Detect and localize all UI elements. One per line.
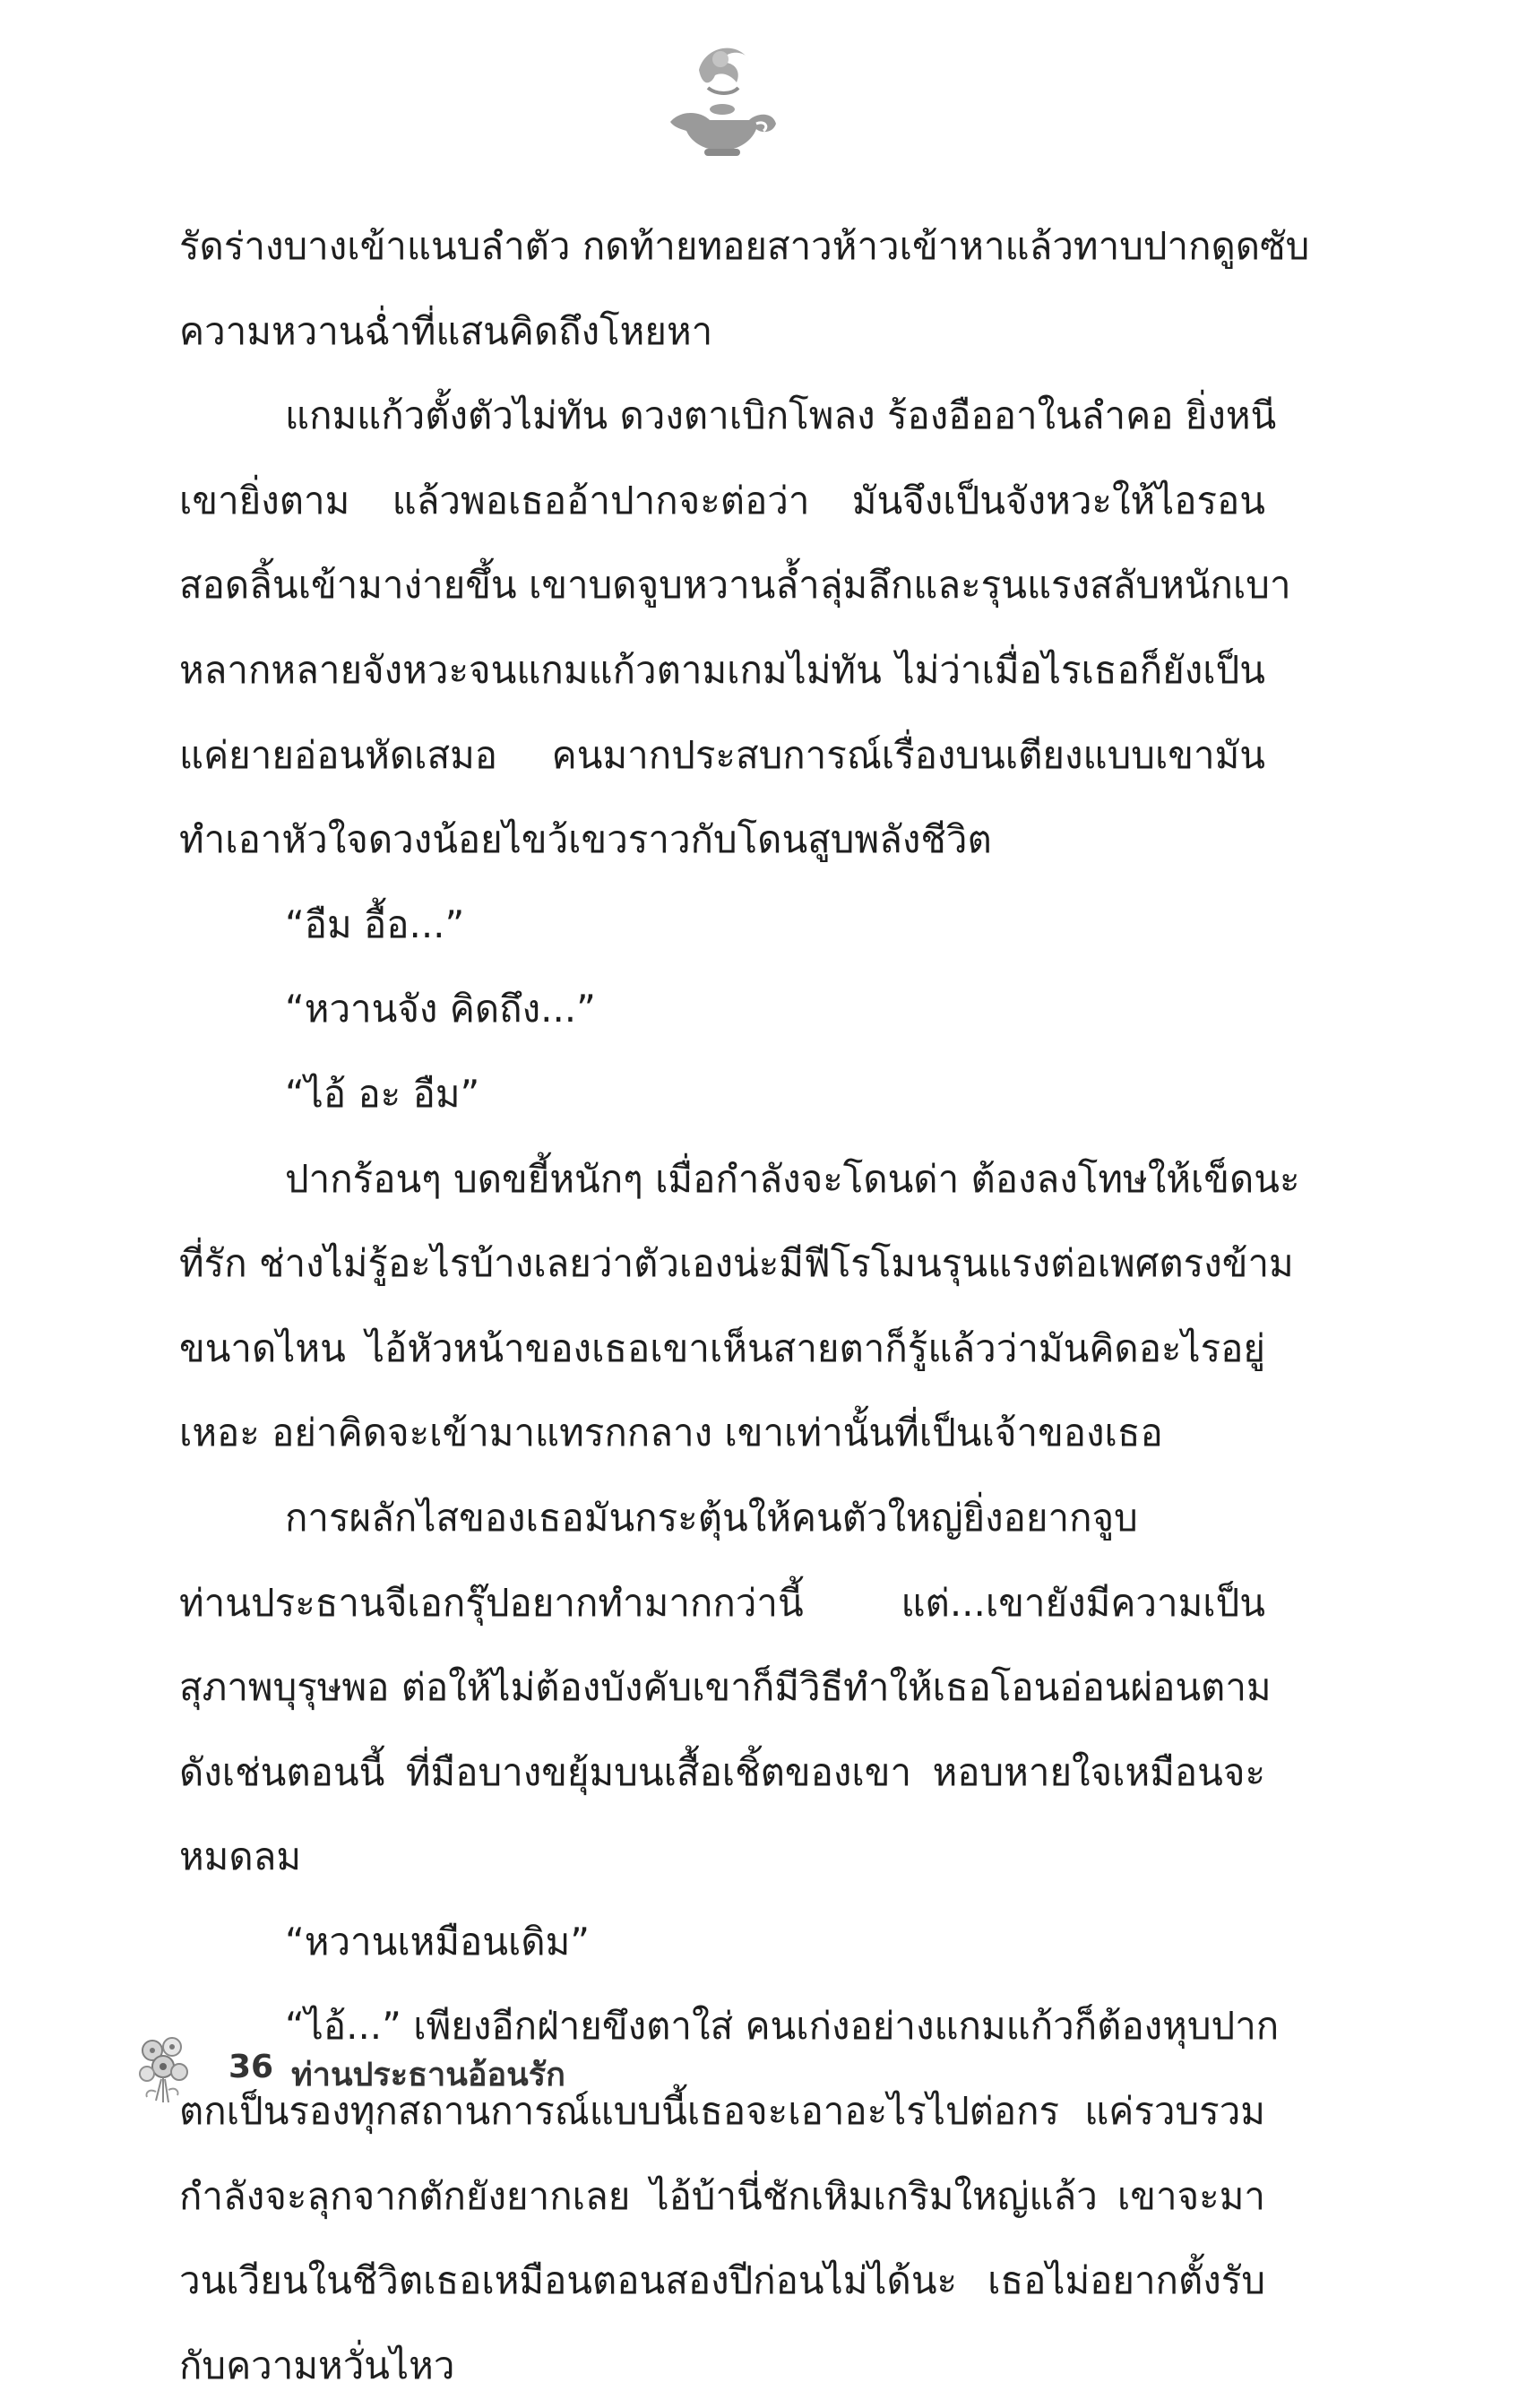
text-line: ความหวานฉ่ำที่แสนคิดถึงโหยหา <box>179 308 713 353</box>
page-footer <box>134 2033 762 2104</box>
book-title: ท่านประธานอ้อนรัก <box>291 2057 565 2093</box>
text-line: หลากหลายจังหวะจนแกมแก้วตามเกมไม่ทัน ไม่ว่าเมื่อไรเธอก็ยังเป็น <box>179 647 1265 692</box>
page-number: 36 <box>229 2049 274 2085</box>
text-line: “หวานจัง คิดถึง...” <box>285 987 596 1031</box>
genie-lamp-icon <box>645 36 789 170</box>
text-line: รัดร่างบางเข้าแนบลำตัว กดท้ายทอยสาวห้าวเข้าหาแล้วทาบปากดูดซับ <box>179 224 1310 268</box>
text-line: “อืม อื้อ...” <box>285 902 465 946</box>
text-line: “ไอ้...” เพียงอีกฝ่ายขึงตาใส่ คนเก่งอย่างแกมแก้วก็ต้องหุบปาก <box>285 2004 1280 2049</box>
paragraph <box>179 967 1265 1052</box>
flower-bouquet-icon <box>134 2033 194 2104</box>
paragraph <box>179 204 1310 374</box>
paragraph <box>179 374 1291 883</box>
text-line: เหอะ อย่าคิดจะเข้ามาแทรกกลาง เขาเท่านั้นที่เป็นเจ้าของเธอ <box>179 1411 1163 1455</box>
text-line: กับความหวั่นไหว <box>179 2343 455 2387</box>
text-line: “ไอ้ อะ อืม” <box>285 1071 480 1116</box>
paragraph <box>179 1476 1272 1900</box>
text-line: เขายิ่งตาม แล้วพอเธออ้าปากจะต่อว่า มันจึงเป็นจังหวะให้ไอรอน <box>179 478 1265 522</box>
paragraph <box>179 1137 1300 1476</box>
text-line: “หวานเหมือนเดิม” <box>285 1919 591 1964</box>
text-line: สอดลิ้นเข้ามาง่ายขึ้น เขาบดจูบหวานล้ำลุ่มลึกและรุนแรงสลับหนักเบา <box>179 563 1291 608</box>
text-line: กำลังจะลุกจากตักยังยากเลย ไอ้บ้านี่ชักเหิมเกริมใหญ่แล้ว เขาจะมา <box>179 2173 1265 2218</box>
text-line: ท่านประธานจีเอกรุ๊ปอยากทำมากกว่านี้ แต่...เขายังมีความเป็น <box>179 1580 1265 1625</box>
paragraph <box>179 1900 1265 1985</box>
text-line: แค่ยายอ่อนหัดเสมอ คนมากประสบการณ์เรื่องบนเตียงแบบเขามัน <box>179 732 1265 777</box>
text-line: ที่รัก ช่างไม่รู้อะไรบ้างเลยว่าตัวเองน่ะมีฟีโรโมนรุนแรงต่อเพศตรงข้าม <box>179 1241 1294 1286</box>
text-line: การผลักไสของเธอมันกระตุ้นให้คนตัวใหญ่ยิ่งอยากจูบ <box>285 1495 1138 1540</box>
paragraph <box>179 883 1265 968</box>
text-line: วนเวียนในชีวิตเธอเหมือนตอนสองปีก่อนไม่ได้นะ เธอไม่อยากตั้งรับ <box>179 2258 1265 2303</box>
text-line: แกมแก้วตั้งตัวไม่ทัน ดวงตาเบิกโพลง ร้องอืออาในลำคอ ยิ่งหนี <box>285 393 1277 438</box>
text-line: ทำเอาหัวใจดวงน้อยไขว้เขวราวกับโดนสูบพลังชีวิต <box>179 817 992 862</box>
text-line: ปากร้อนๆ บดขยี้หนักๆ เมื่อกำลังจะโดนด่า ต้องลงโทษให้เข็ดนะ <box>285 1156 1300 1201</box>
text-line: สุภาพบุรุษพอ ต่อให้ไม่ต้องบังคับเขาก็มีวิธีทำให้เธอโอนอ่อนผ่อนตาม <box>179 1665 1272 1710</box>
text-line: ขนาดไหน ไอ้หัวหน้าของเธอเขาเห็นสายตาก็รู้แล้วว่ามันคิดอะไรอยู่ <box>179 1325 1265 1370</box>
paragraph <box>179 1052 1265 1137</box>
text-line: ดังเช่นตอนนี้ ที่มือบางขยุ้มบนเสื้อเชิ้ตของเขา หอบหายใจเหมือนจะ <box>179 1749 1265 1794</box>
text-line: ตกเป็นรองทุกสถานการณ์แบบนี้เธอจะเอาอะไรไปต่อกร แค่รวบรวม <box>179 2089 1265 2134</box>
text-line: หมดลม <box>179 1834 302 1879</box>
